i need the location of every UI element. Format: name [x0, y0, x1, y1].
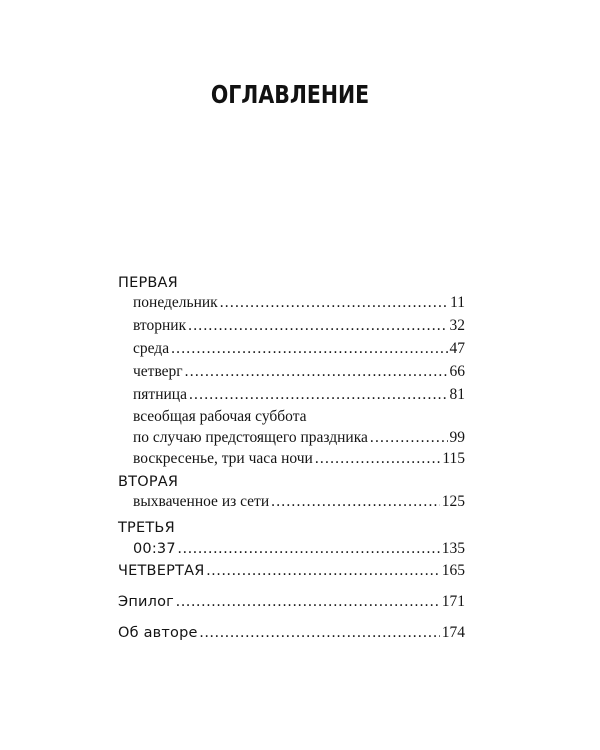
toc-entry-label: воскресенье, три часа ночи [133, 450, 313, 467]
toc-entry-page: 47 [449, 340, 465, 357]
toc-entry-page: 66 [449, 363, 465, 380]
toc-entry-page: 174 [441, 624, 465, 641]
toc-entry-label: 00:37 [133, 541, 176, 557]
toc-entry-label: пятница [133, 386, 187, 403]
toc-entry[interactable] [133, 449, 465, 469]
toc-entry[interactable] [133, 362, 465, 382]
dot-leader [220, 293, 448, 313]
toc-entry[interactable] [133, 339, 465, 359]
toc-entry-page: 115 [442, 450, 465, 467]
toc-entry[interactable] [133, 428, 465, 448]
toc-entry-page: 171 [441, 593, 465, 610]
toc-entry[interactable] [133, 539, 465, 559]
dot-leader [189, 385, 448, 405]
toc-entry-label: понедельник [133, 294, 218, 311]
dot-leader [171, 339, 447, 359]
dot-leader [271, 492, 440, 512]
part-heading-second: ВТОРАЯ [118, 474, 179, 490]
toc-entry-part-fourth[interactable] [118, 561, 465, 581]
dot-leader [200, 623, 440, 643]
toc-entry-page: 32 [449, 317, 465, 334]
part-heading-first: ПЕРВАЯ [118, 275, 178, 291]
toc-entry-label: вторник [133, 317, 187, 334]
dot-leader [370, 428, 448, 448]
toc-entry[interactable] [133, 492, 465, 512]
toc-entry[interactable] [133, 293, 465, 313]
toc-entry-page: 11 [450, 294, 465, 311]
toc-entry-about-author[interactable] [118, 623, 465, 643]
about-author-label: Об авторе [118, 625, 198, 641]
part-heading-fourth: ЧЕТВЕРТАЯ [118, 563, 205, 579]
toc-entry-label: по случаю предстоящего праздника [133, 429, 368, 446]
dot-leader [315, 449, 440, 469]
toc-entry-epilogue[interactable] [118, 592, 465, 612]
toc-entry-label-line1: всеобщая рабочая суббота [133, 408, 307, 425]
toc-entry-page: 99 [449, 429, 465, 446]
dot-leader [185, 362, 448, 382]
toc-entry-page: 135 [441, 540, 465, 557]
toc-entry[interactable] [133, 385, 465, 405]
toc-entry-label: выхваченное из сети [133, 493, 270, 510]
toc-entry[interactable] [133, 316, 465, 336]
dot-leader [178, 539, 440, 559]
toc-entry-label: среда [133, 340, 170, 357]
toc-entry-page: 81 [449, 386, 465, 403]
dot-leader [206, 561, 439, 581]
epilogue-label: Эпилог [118, 594, 174, 610]
part-heading-third: ТРЕТЬЯ [118, 520, 175, 536]
toc-entry-page: 125 [441, 493, 465, 510]
dot-leader [188, 316, 447, 336]
dot-leader [176, 592, 440, 612]
toc-entry-page: 165 [441, 562, 465, 579]
toc-entry-label: четверг [133, 363, 183, 380]
page-title: ОГЛАВЛЕНИЕ [210, 80, 370, 109]
